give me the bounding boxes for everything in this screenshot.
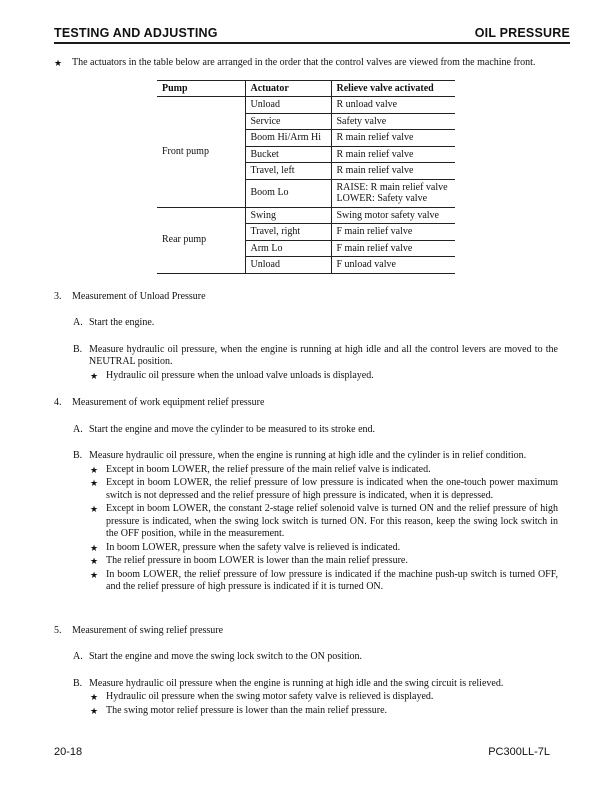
cell-valve: Safety valve [331,113,455,130]
section-title: Measurement of Unload Pressure [72,290,206,302]
star-note [90,555,558,568]
note-text: Except in boom LOWER, the relief pressure of the main relief valve is indicated. [106,463,431,475]
actuator-valve-table [157,80,455,274]
footer-model-number: PC300LL-7L [488,746,550,758]
cell-valve: R main relief valve [331,130,455,147]
table-row [157,207,455,224]
step-label: A. [73,317,83,328]
page-body [54,57,558,717]
table-header-row [157,80,455,97]
header-topic-title: OIL PRESSURE [474,26,570,40]
cell-valve: Swing motor safety valve [331,207,455,224]
section-number: 3. [54,290,62,302]
star-note [90,370,558,383]
cell-actuator: Boom Hi/Arm Hi [245,130,331,147]
footer-page-number: 20-18 [54,746,83,758]
column-header-pump: Pump [157,80,245,97]
column-header-actuator: Actuator [245,80,331,97]
step-text: Start the engine and move the cylinder to be measured to its stroke end. [89,423,376,435]
cell-valve: F main relief valve [331,224,455,241]
pump-group-rear: Rear pump [157,207,245,273]
step-label: B. [73,677,83,689]
step [73,344,558,383]
cell-actuator: Bucket [245,146,331,163]
cell-valve: F main relief valve [331,240,455,257]
cell-valve: R unload valve [331,97,455,114]
step [73,317,558,330]
cell-valve: R main relief valve [331,146,455,163]
cell-valve: R main relief valve [331,163,455,180]
note-text: The swing motor relief pressure is lower than the main relief pressure. [106,704,388,716]
note-text: The relief pressure in boom LOWER is lower than the main relief pressure. [106,555,408,566]
running-header [54,26,570,44]
star-icon: ★ [90,556,99,566]
cell-valve: F unload valve [331,257,455,274]
star-icon: ★ [90,370,99,381]
note-text: Hydraulic oil pressure when the swing motor safety valve is relieved is displayed. [106,691,434,702]
step-label: B. [73,450,83,461]
star-icon: ★ [90,705,99,716]
cell-actuator: Boom Lo [245,179,331,207]
section-number: 5. [54,624,62,636]
pump-group-front: Front pump [157,97,245,208]
intro-note-text: The actuators in the table below are arranged in the order that the control valves are viewed from the machine front. [72,57,536,68]
star-note [90,503,558,541]
star-note [90,464,558,477]
actuator-table-wrapper [157,80,558,274]
section-swing-relief [54,625,558,718]
cell-actuator: Service [245,113,331,130]
column-header-valve: Relieve valve activated [331,80,455,97]
step-label: A. [73,423,83,435]
star-icon: ★ [90,542,99,553]
step [73,424,558,437]
header-section-title: TESTING AND ADJUSTING [54,26,218,40]
running-footer [54,746,550,758]
section-unload-pressure [54,291,558,383]
star-note [90,542,558,555]
star-icon: ★ [90,692,99,702]
star-icon: ★ [90,504,99,514]
valve-raise-line: RAISE: R main relief valve [336,181,448,193]
step-text: Start the engine. [89,317,155,328]
step-label: A. [73,651,83,662]
note-text: In boom LOWER, the relief pressure of low pressure is indicated if the machine push-up switch is turned OFF, and the relief pressure of high pressure is indicated if it is turned ON. [106,568,558,592]
cell-actuator: Swing [245,207,331,224]
cell-actuator: Travel, right [245,224,331,241]
cell-actuator: Travel, left [245,163,331,180]
star-note [90,691,558,704]
step-text: Measure hydraulic oil pressure when the engine is running at high idle and the swing circuit is relieved. [89,677,504,689]
star-icon: ★ [90,464,99,475]
step-text: Start the engine and move the swing lock switch to the ON position. [89,651,363,662]
star-icon: ★ [90,478,99,488]
note-text: Except in boom LOWER, the relief pressure of low pressure is indicated when the one-touch power maximum switch is not depressed and the relief pressure of high pressure is indicated, when it is depressed. [106,477,558,501]
note-text: Except in boom LOWER, the constant 2-stage relief solenoid valve is turned ON and the relief pressure of high pressure is indicated, when the swing lock switch is turned ON. For this reason, keep the swing lock switch in the OFF position, while in the measurement. [106,503,558,539]
step [73,651,558,664]
star-icon: ★ [54,58,63,68]
cell-actuator: Arm Lo [245,240,331,257]
section-title: Measurement of swing relief pressure [72,624,224,636]
step [73,678,558,718]
intro-note [54,57,558,70]
step [73,450,558,594]
section-number: 4. [54,397,62,408]
note-text: Hydraulic oil pressure when the unload valve unloads is displayed. [106,369,374,381]
note-text: In boom LOWER, pressure when the safety valve is relieved is indicated. [106,541,401,553]
section-title: Measurement of work equipment relief pressure [72,397,265,408]
table-row [157,97,455,114]
step-text: Measure hydraulic oil pressure, when the engine is running at high idle and all the control levers are moved to the NEUTRAL position. [89,343,558,367]
step-text: Measure hydraulic oil pressure, when the engine is running at high idle and the cylinder is in relief condition. [89,450,527,461]
star-note [90,569,558,594]
valve-lower-line: LOWER: Safety valve [336,193,428,204]
cell-actuator: Unload [245,97,331,114]
cell-valve [331,179,455,207]
star-note [90,705,558,718]
star-icon: ★ [90,569,99,580]
section-work-equipment-relief [54,397,558,594]
star-note [90,477,558,502]
cell-actuator: Unload [245,257,331,274]
step-label: B. [73,343,83,355]
